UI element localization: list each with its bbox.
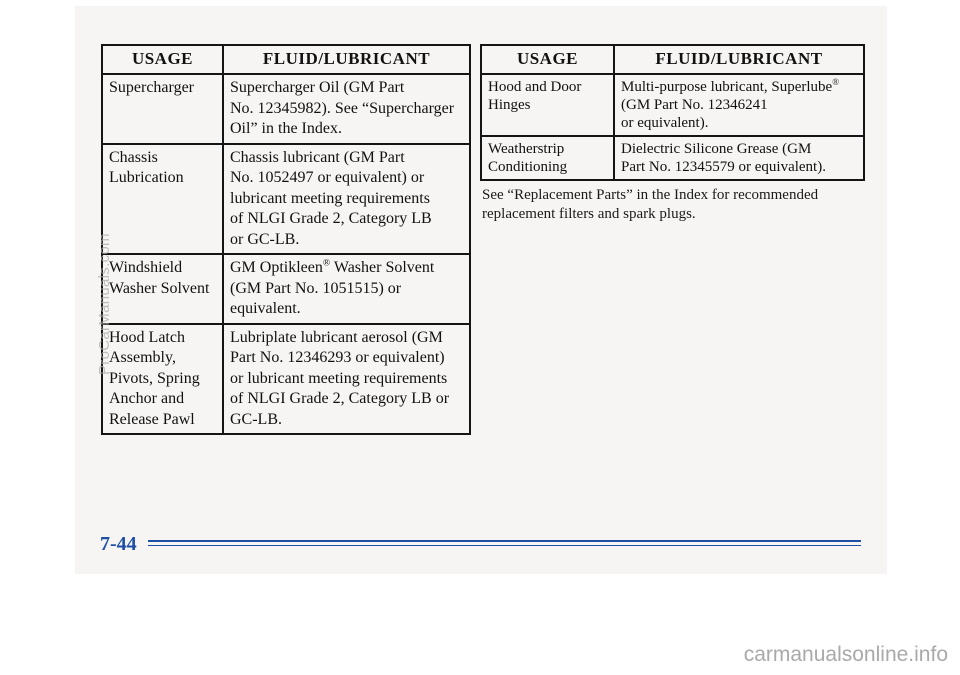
usage-text: Windshield [109, 259, 183, 276]
usage-cell [102, 254, 223, 324]
fluid-text: Lubriplate lubricant aerosol (GM [230, 328, 443, 346]
fluid-text: (GM Part No. 12346241 [621, 97, 768, 113]
table-row [102, 74, 470, 144]
replacement-parts-note [482, 186, 867, 224]
column-header-usage: USAGE [481, 45, 614, 74]
fluid-text: or equivalent). [621, 115, 709, 131]
fluid-text: No. 12345982). See “Supercharger [230, 99, 455, 117]
usage-text: Assembly, [109, 349, 176, 366]
fluid-cell [614, 136, 864, 180]
usage-cell [102, 144, 223, 255]
fluid-cell [614, 74, 864, 136]
lubricant-table-right [480, 44, 865, 181]
fluid-text: GC-LB. [230, 410, 282, 428]
fluid-text: Oil” in the Index. [230, 120, 342, 137]
table-row [102, 324, 470, 435]
fluid-text: Washer Solvent [330, 259, 435, 276]
fluid-text: equivalent. [230, 300, 301, 317]
table-row [102, 144, 470, 255]
usage-text: Anchor and [109, 390, 185, 407]
footer-watermark: carmanualsonline.info [743, 643, 948, 666]
registered-mark: ® [832, 77, 840, 87]
usage-text: Lubrication [109, 169, 184, 186]
fluid-text: GM Optikleen [230, 259, 323, 276]
fluid-text: Chassis lubricant (GM Part [230, 148, 405, 166]
usage-cell [102, 324, 223, 435]
registered-mark: ® [322, 257, 331, 269]
table-header-row [481, 45, 864, 74]
fluid-text: No. 1052497 or equivalent) or [230, 169, 425, 186]
usage-cell [102, 74, 223, 144]
usage-text: Hood Latch [109, 328, 185, 346]
fluid-text: or lubricant meeting requirements [230, 369, 448, 387]
fluid-cell [223, 254, 470, 324]
column-header-usage: USAGE [102, 45, 223, 74]
note-text: See “Replacement Parts” in the Index for recommended [482, 187, 819, 203]
usage-cell [481, 74, 614, 136]
usage-text: Conditioning [488, 159, 568, 175]
usage-text: Pivots, Spring [109, 369, 200, 387]
usage-text: Weatherstrip [488, 141, 565, 157]
fluid-text: Dielectric Silicone Grease (GM [621, 141, 812, 157]
fluid-text: of NLGI Grade 2, Category LB [230, 210, 432, 227]
table-row [481, 136, 864, 180]
table-header-row [102, 45, 470, 74]
table-row [481, 74, 864, 136]
fluid-cell [223, 324, 470, 435]
lubricant-table-left [101, 44, 471, 435]
fluid-text: Supercharger Oil (GM Part [230, 79, 405, 96]
note-text: replacement filters and spark plugs. [482, 206, 696, 222]
usage-text: Release Pawl [109, 410, 195, 428]
column-header-fluid: FLUID/LUBRICANT [223, 45, 470, 74]
page-rule [148, 540, 861, 542]
column-header-fluid: FLUID/LUBRICANT [614, 45, 864, 74]
fluid-text: Part No. 12346293 or equivalent) [230, 349, 445, 366]
fluid-cell [223, 144, 470, 255]
usage-text: Hinges [488, 97, 531, 113]
side-watermark: ProCarManuals.com [96, 233, 113, 375]
page-rule [148, 545, 861, 546]
fluid-text: or GC-LB. [230, 230, 300, 248]
fluid-text: of NLGI Grade 2, Category LB or [230, 390, 450, 407]
usage-text: Washer Solvent [109, 279, 210, 297]
fluid-cell [223, 74, 470, 144]
usage-cell [481, 136, 614, 180]
table-row [102, 254, 470, 324]
page-number: 7-44 [100, 533, 137, 555]
fluid-text: Multi-purpose lubricant, Superlube [621, 79, 833, 95]
usage-text: Chassis [109, 148, 158, 166]
fluid-text: (GM Part No. 1051515) or [230, 279, 402, 297]
usage-text: Hood and Door [488, 79, 582, 95]
manual-page [75, 6, 887, 574]
usage-text: Supercharger [109, 79, 194, 96]
fluid-text: Part No. 12345579 or equivalent). [621, 159, 826, 175]
fluid-text: lubricant meeting requirements [230, 189, 430, 207]
